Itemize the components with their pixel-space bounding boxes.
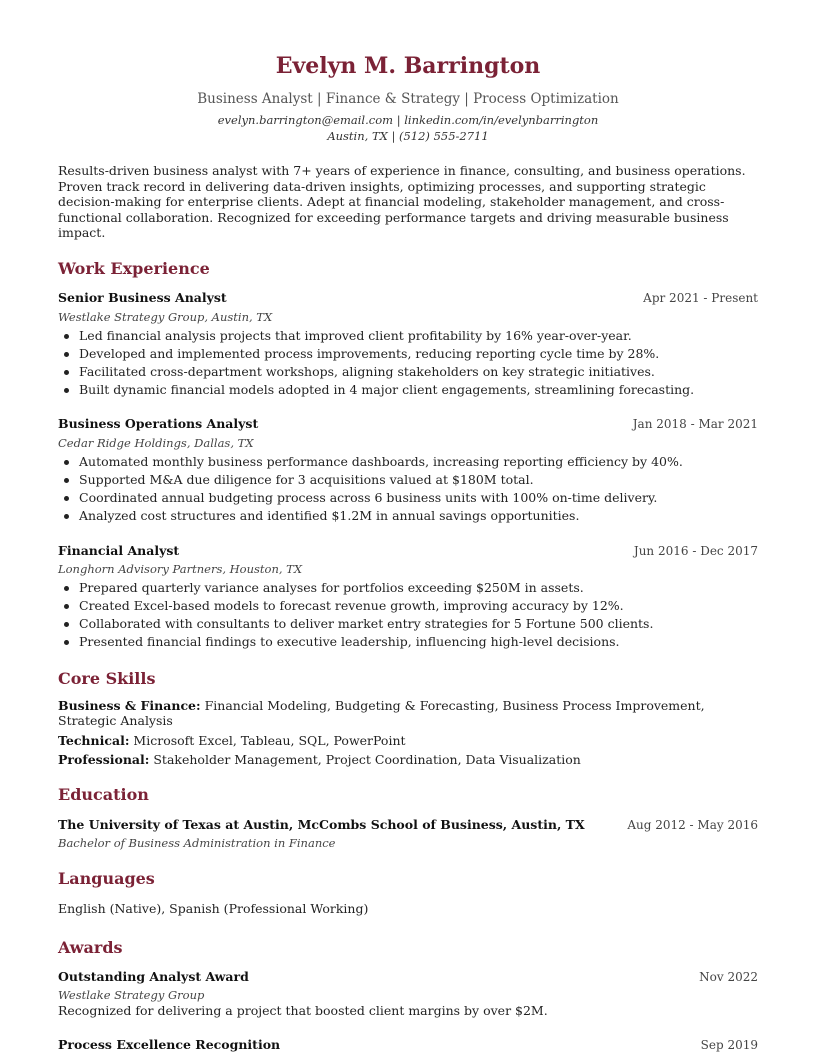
list-item: Automated monthly business performance dashboards, increasing reporting efficiency by 40%. — [79, 453, 758, 471]
skill-label: Professional: — [58, 752, 150, 767]
award-organization: Westlake Strategy Group — [58, 988, 205, 1002]
education-degree: Bachelor of Business Administration in Finance — [58, 836, 336, 850]
education-school: The University of Texas at Austin, McCombs School of Business, Austin, TX — [58, 817, 585, 832]
list-item: Built dynamic financial models adopted in 4 major client engagements, streamlining forecasting. — [79, 381, 758, 399]
contact-location-phone: Austin, TX | (512) 555-2711 — [327, 129, 489, 143]
skill-value: Financial Modeling, Budgeting & Forecasting, Business Process Improvement, Strategic Analysis — [58, 698, 705, 728]
award-date: Sep 2019 — [700, 1038, 758, 1052]
job-bullets — [58, 453, 758, 525]
skill-line — [58, 698, 758, 728]
skill-line — [58, 752, 758, 767]
section-title-education: Education — [58, 785, 149, 804]
job-bullets — [58, 579, 758, 651]
list-item: Presented financial findings to executive leadership, influencing high-level decisions. — [79, 633, 758, 651]
education-dates: Aug 2012 - May 2016 — [627, 818, 758, 832]
skill-value: Stakeholder Management, Project Coordination, Data Visualization — [153, 752, 581, 767]
skill-label: Technical: — [58, 733, 130, 748]
job-company: Longhorn Advisory Partners, Houston, TX — [58, 562, 303, 576]
job-title: Business Operations Analyst — [58, 416, 259, 431]
list-item: Facilitated cross-department workshops, aligning stakeholders on key strategic initiatives. — [79, 363, 758, 381]
list-item: Prepared quarterly variance analyses for portfolios exceeding $250M in assets. — [79, 579, 758, 597]
skill-line — [58, 733, 758, 748]
section-title-core-skills: Core Skills — [58, 669, 156, 688]
job-dates: Apr 2021 - Present — [643, 291, 758, 305]
list-item: Coordinated annual budgeting process across 6 business units with 100% on-time delivery. — [79, 489, 758, 507]
candidate-tagline: Business Analyst | Finance & Strategy | Process Optimization — [197, 91, 619, 107]
job-company: Cedar Ridge Holdings, Dallas, TX — [58, 436, 254, 450]
award-date: Nov 2022 — [699, 970, 758, 984]
list-item: Created Excel-based models to forecast revenue growth, improving accuracy by 12%. — [79, 597, 758, 615]
list-item: Led financial analysis projects that improved client profitability by 16% year-over-year. — [79, 327, 758, 345]
skill-value: Microsoft Excel, Tableau, SQL, PowerPoint — [133, 733, 406, 748]
candidate-name: Evelyn M. Barrington — [275, 53, 541, 79]
award-description: Recognized for delivering a project that boosted client margins by over $2M. — [58, 1003, 548, 1018]
skill-label: Business & Finance: — [58, 698, 201, 713]
languages-list: English (Native), Spanish (Professional Working) — [58, 901, 369, 916]
job-dates: Jan 2018 - Mar 2021 — [632, 417, 758, 431]
job-title: Financial Analyst — [58, 543, 180, 558]
list-item: Developed and implemented process improvements, reducing reporting cycle time by 28%. — [79, 345, 758, 363]
job-dates: Jun 2016 - Dec 2017 — [633, 544, 758, 558]
award-title: Outstanding Analyst Award — [58, 969, 249, 984]
list-item: Analyzed cost structures and identified $1.2M in annual savings opportunities. — [79, 507, 758, 525]
section-title-work-experience: Work Experience — [58, 259, 210, 278]
section-title-languages: Languages — [58, 869, 155, 888]
job-company: Westlake Strategy Group, Austin, TX — [58, 310, 273, 324]
list-item: Supported M&A due diligence for 3 acquisitions valued at $180M total. — [79, 471, 758, 489]
section-title-awards: Awards — [58, 938, 123, 957]
award-title: Process Excellence Recognition — [58, 1037, 281, 1052]
list-item: Collaborated with consultants to deliver market entry strategies for 5 Fortune 500 clients. — [79, 615, 758, 633]
professional-summary: Results-driven business analyst with 7+ years of experience in finance, consulting, and business operations. Proven track record in delivering data-driven insights, optimizing processes, and supporting strategic decision-making for enterprise clients. Adept at financial modeling, stakeholder management, and cross-functional collaboration. Recognized for exceeding performance targets and driving measurable business impact. — [58, 163, 746, 240]
job-bullets — [58, 327, 758, 399]
contact-email-linkedin: evelyn.barrington@email.com | linkedin.com/in/evelynbarrington — [217, 113, 599, 127]
job-title: Senior Business Analyst — [58, 290, 227, 305]
